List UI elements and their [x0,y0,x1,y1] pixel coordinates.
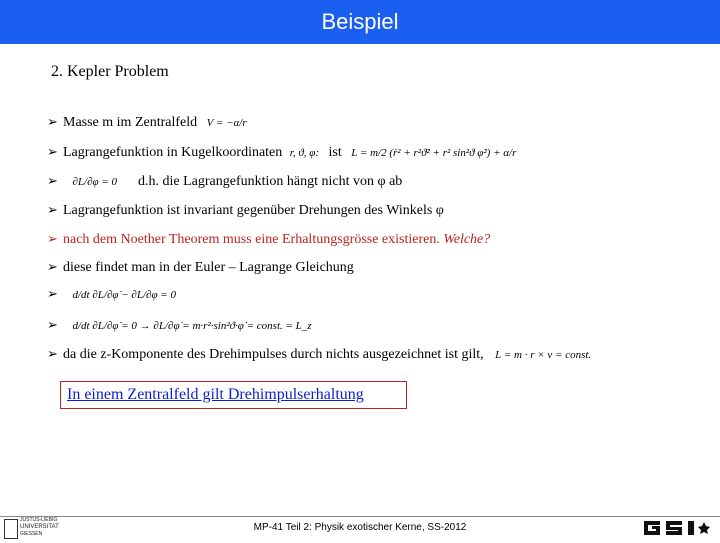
arrow-bullet-icon: ➢ [47,115,58,130]
arrow-bullet-icon: ➢ [47,287,58,302]
question-text: Welche? [443,232,491,247]
euler-lagrange-formula: d/dt ∂L/∂φ̇ − ∂L/∂φ = 0 [72,289,176,301]
gsi-logo [642,518,716,538]
bullet-text: nach dem Noether Theorem muss eine Erhaltungsgrösse existieren. [63,232,440,247]
bullet-text: diese findet man in der Euler – Lagrange Gleichung [63,260,354,275]
arrow-bullet-icon: ➢ [47,260,58,275]
lagrangian-formula: L = m/2 (ṙ² + r²ϑ̇² + r² sin²ϑ φ̇²) + α/r [351,147,517,159]
footer-text: MP-41 Teil 2: Physik exotischer Kerne, SS-2012 [253,522,467,533]
coordinates-label: r, ϑ, φ: [289,147,319,159]
logo-line-3: GIESSEN [20,531,43,537]
bullet-text: Masse m im Zentralfeld [63,115,198,130]
logo-line-1: JUSTUS-LIEBIG [20,517,58,523]
bullet-lagrange [47,145,516,161]
bullet-z-component [47,347,591,363]
arrow-bullet-icon: ➢ [47,145,58,160]
conservation-formula: d/dt ∂L/∂φ̇ = 0 → ∂L/∂φ̇ = m·r²·sin²ϑ·φ̇ = const. = L_z [72,320,312,332]
title-bar [0,0,720,44]
cyclic-formula: ∂L/∂φ = 0 [72,176,118,188]
bullet-invariance [47,203,444,219]
bullet-text: Lagrangefunktion in Kugelkoordinaten [63,145,283,160]
bullet-conserved [47,318,312,334]
arrow-bullet-icon: ➢ [47,203,58,218]
potential-formula: V = −α/r [206,117,247,129]
conclusion-text: In einem Zentralfeld gilt Drehimpulserhaltung [67,386,364,403]
footer-divider [0,516,720,517]
conclusion-box [60,381,407,409]
bullet-euler-lagrange [47,260,354,276]
bullet-text: d.h. die Lagrangefunktion hängt nicht von φ ab [138,174,403,189]
arrow-bullet-icon: ➢ [47,318,58,333]
bullet-mass [47,115,247,131]
ist-label: ist [328,145,342,160]
bullet-text: da die z-Komponente des Drehimpulses durch nichts ausgezeichnet ist gilt, [63,347,484,362]
bullet-cyclic [47,174,402,190]
gsi-logo-icon [642,518,716,538]
bullet-text: Lagrangefunktion ist invariant gegenüber Drehungen des Winkels φ [63,203,444,218]
logo-line-2: UNIVERSITAT [20,524,59,530]
section-heading: 2. Kepler Problem [51,63,169,80]
angular-momentum-formula: L = m · r × v = const. [495,349,592,361]
arrow-bullet-icon: ➢ [47,347,58,362]
bullet-noether [47,232,490,248]
arrow-bullet-icon: ➢ [47,232,58,247]
bullet-el-equation [47,287,176,303]
arrow-bullet-icon: ➢ [47,174,58,189]
slide-title: Beispiel [321,9,399,34]
